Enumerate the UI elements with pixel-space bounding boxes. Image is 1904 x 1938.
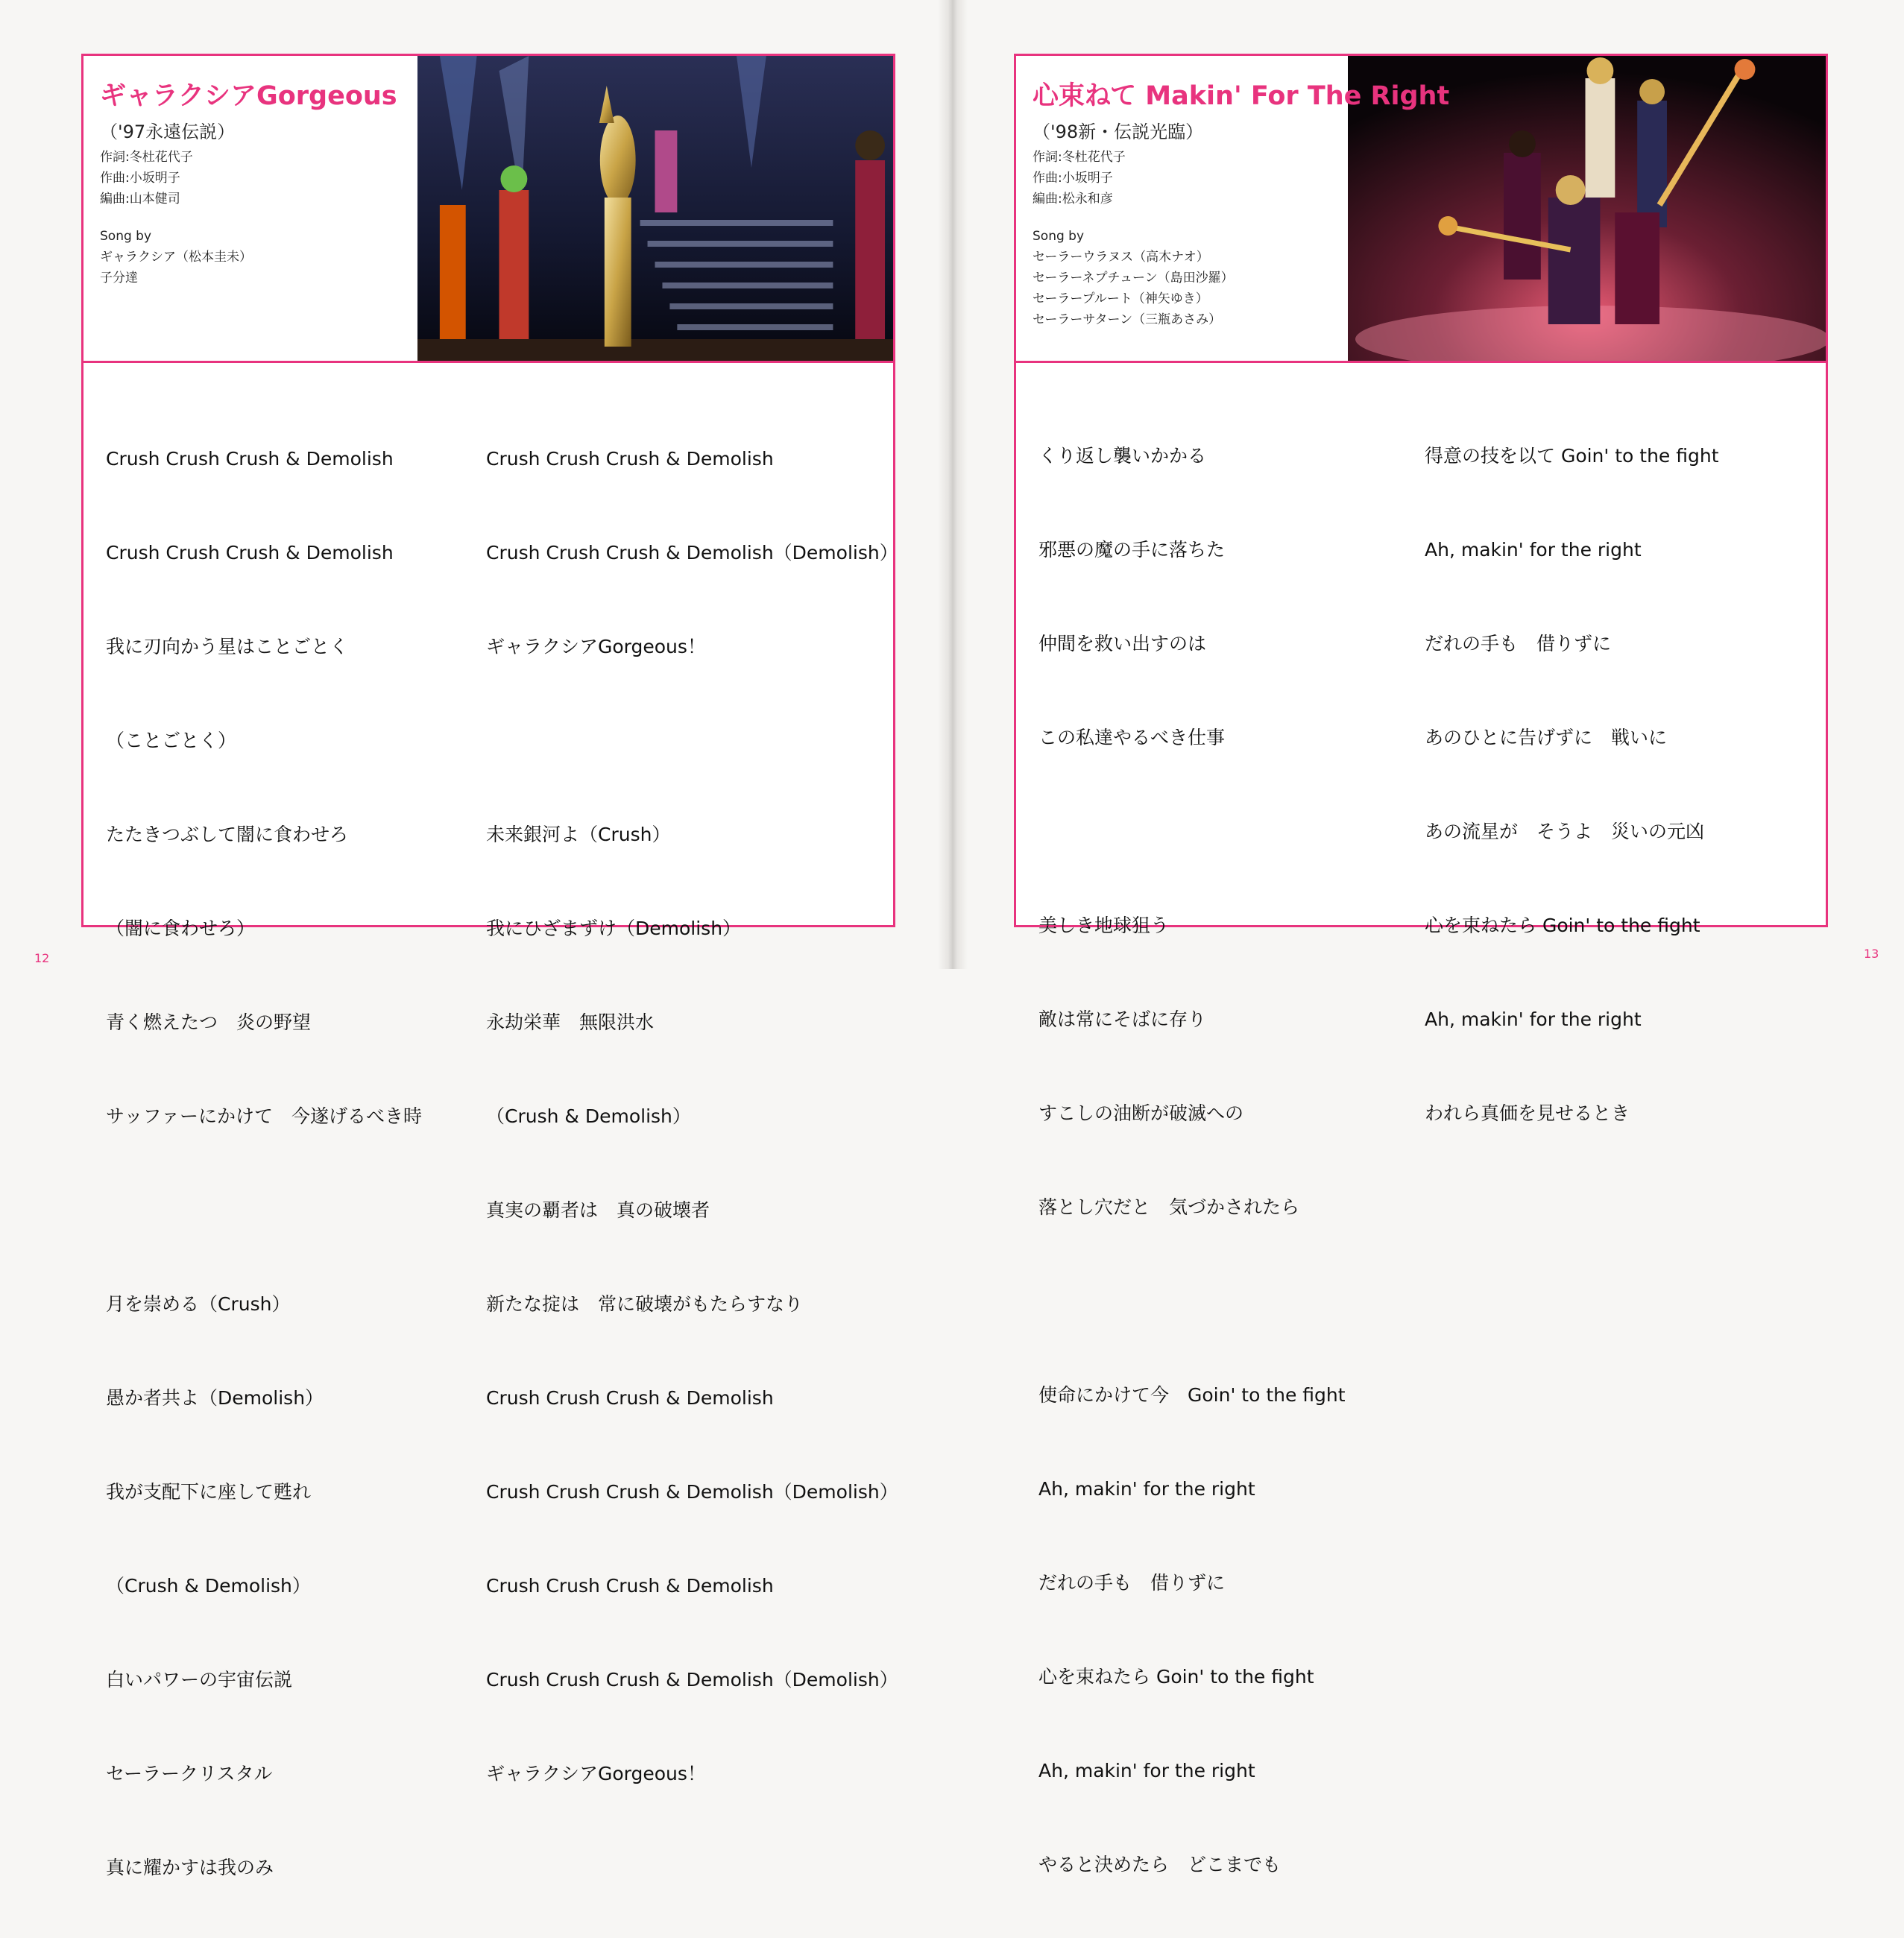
performer: セーラープルート（神矢ゆき） [1033, 291, 1208, 306]
lyrics-column-2 [1425, 378, 1719, 1192]
lyric-line: 白いパワーの宇宙伝説 [106, 1669, 293, 1691]
stage-photo [417, 56, 893, 361]
lyric-line: 美しき地球狙う [1038, 915, 1170, 936]
composer-credit: 作曲:小坂明子 [1033, 171, 1113, 186]
lyric-line: 我にひざまずけ（Demolish） [486, 918, 742, 939]
lyric-line [486, 725, 898, 757]
lyric-line: （Crush & Demolish） [486, 1105, 691, 1127]
song-subtitle: （'97永遠伝説） [100, 121, 236, 142]
lyric-line [106, 1195, 422, 1226]
composer-credit: 作曲:小坂明子 [100, 171, 180, 186]
lyrics-column-1 [106, 381, 422, 1938]
lyric-line: この私達やるべき仕事 [1038, 727, 1226, 748]
lyrics-column-1 [1038, 378, 1346, 1938]
lyric-line: Crush Crush Crush & Demolish [106, 448, 394, 470]
lyrics-column-2 [486, 381, 898, 1852]
lyric-line: あのひとに告げずに 戦いに [1425, 727, 1668, 748]
lyric-line: （Crush & Demolish） [106, 1575, 311, 1597]
lyric-line: すこしの油断が破滅への [1038, 1102, 1244, 1124]
performer: セーラーネプチューン（島田沙羅） [1033, 271, 1234, 285]
lyric-line: 月を崇める（Crush） [106, 1293, 291, 1315]
lyric-line: だれの手も 借りずに [1425, 633, 1612, 654]
lyric-line: Crush Crush Crush & Demolish [486, 1387, 774, 1409]
lyricist-credit: 作詞:冬杜花代子 [100, 150, 193, 165]
lyric-line: （ことごとく） [106, 730, 237, 751]
lyric-line: 心を束ねたら Goin' to the fight [1038, 1666, 1314, 1688]
book-spine [938, 0, 968, 969]
lyric-line [1038, 1286, 1346, 1317]
lyric-line: あの流星が そうよ 災いの元凶 [1425, 821, 1705, 842]
page-number-right: 13 [1864, 947, 1879, 961]
song-credits [100, 119, 252, 288]
lyric-line: われら真価を見せるとき [1425, 1102, 1630, 1124]
song-title: 心束ねて Makin' For The Right [1033, 81, 1450, 111]
lyric-line: 得意の技を以て Goin' to the fight [1425, 445, 1719, 467]
performer: ギャラクシア（松本圭未） [100, 250, 252, 265]
lyric-line: サッファーにかけて 今遂げるべき時 [106, 1105, 423, 1127]
lyric-line: （闇に食わせろ） [106, 918, 256, 939]
lyric-line: Crush Crush Crush & Demolish [486, 1575, 774, 1597]
lyric-line: Crush Crush Crush & Demolish（Demolish） [486, 542, 898, 564]
page-number-left: 12 [34, 951, 50, 965]
lyricist-credit: 作詞:冬杜花代子 [1033, 150, 1126, 165]
arranger-credit: 編曲:松永和彦 [1033, 192, 1113, 206]
lyric-line: ギャラクシアGorgeous！ [486, 636, 706, 657]
performer: 子分達 [100, 271, 138, 285]
performer: セーラーウラヌス（高木ナオ） [1033, 250, 1209, 265]
left-song-panel [81, 54, 898, 1878]
lyric-line: Ah, makin' for the right [1425, 1009, 1642, 1030]
lyric-line: 永劫栄華 無限洪水 [486, 1011, 655, 1033]
lyric-line: Crush Crush Crush & Demolish（Demolish） [486, 1481, 898, 1503]
song-subtitle: （'98新・伝説光臨） [1033, 121, 1204, 142]
lyric-line: 我に刃向かう星はことごとく [106, 636, 349, 657]
left-header [83, 56, 893, 363]
lyric-line: ギャラクシアGorgeous！ [486, 1763, 706, 1784]
lyric-line: Ah, makin' for the right [1425, 539, 1642, 561]
lyric-line: 愚か者共よ（Demolish） [106, 1387, 324, 1409]
lyric-line: 青く燃えたつ 炎の野望 [106, 1011, 312, 1033]
lyric-line: 落とし穴だと 気づかされたら [1038, 1196, 1300, 1218]
lyric-line: Ah, makin' for the right [1038, 1760, 1255, 1781]
lyric-line: 敵は常にそばに存り [1038, 1009, 1207, 1030]
lyric-line: 我が支配下に座して甦れ [106, 1481, 312, 1503]
lyric-line: Crush Crush Crush & Demolish [106, 542, 394, 564]
lyric-line: たたきつぶして闇に食わせろ [106, 824, 349, 845]
lyric-line: 使命にかけて今 Goin' to the fight [1038, 1384, 1346, 1406]
lyric-line: 真に耀かすは我のみ [106, 1857, 274, 1878]
song-by-label: Song by [100, 229, 152, 244]
lyric-line: やると決めたら どこまでも [1038, 1854, 1282, 1875]
song-credits [1033, 119, 1234, 330]
performer: セーラーサターン（三瓶あさみ） [1033, 312, 1222, 327]
lyric-line: 未来銀河よ（Crush） [486, 824, 671, 845]
lyric-line: 心を束ねたら Goin' to the fight [1425, 915, 1700, 936]
lyric-line: 邪悪の魔の手に落ちた [1038, 539, 1226, 561]
lyric-line: Crush Crush Crush & Demolish（Demolish） [486, 1669, 898, 1691]
right-header [1016, 56, 1826, 363]
song-by-label: Song by [1033, 229, 1085, 244]
lyric-line [1038, 816, 1346, 848]
lyric-line: 新たな掟は 常に破壊がもたらすなり [486, 1293, 804, 1315]
lyric-line: 仲間を救い出すのは [1038, 633, 1207, 654]
lyric-line: Ah, makin' for the right [1038, 1478, 1255, 1500]
lyric-line: Crush Crush Crush & Demolish [486, 448, 774, 470]
lyric-line: くり返し襲いかかる [1038, 445, 1207, 467]
lyric-line: セーラークリスタル [106, 1763, 273, 1784]
arranger-credit: 編曲:山本健司 [100, 192, 180, 206]
right-song-panel [1014, 54, 1828, 1875]
lyric-line: 真実の覇者は 真の破壊者 [486, 1199, 710, 1221]
lyric-line: だれの手も 借りずに [1038, 1572, 1226, 1594]
song-title: ギャラクシアGorgeous [100, 81, 397, 111]
